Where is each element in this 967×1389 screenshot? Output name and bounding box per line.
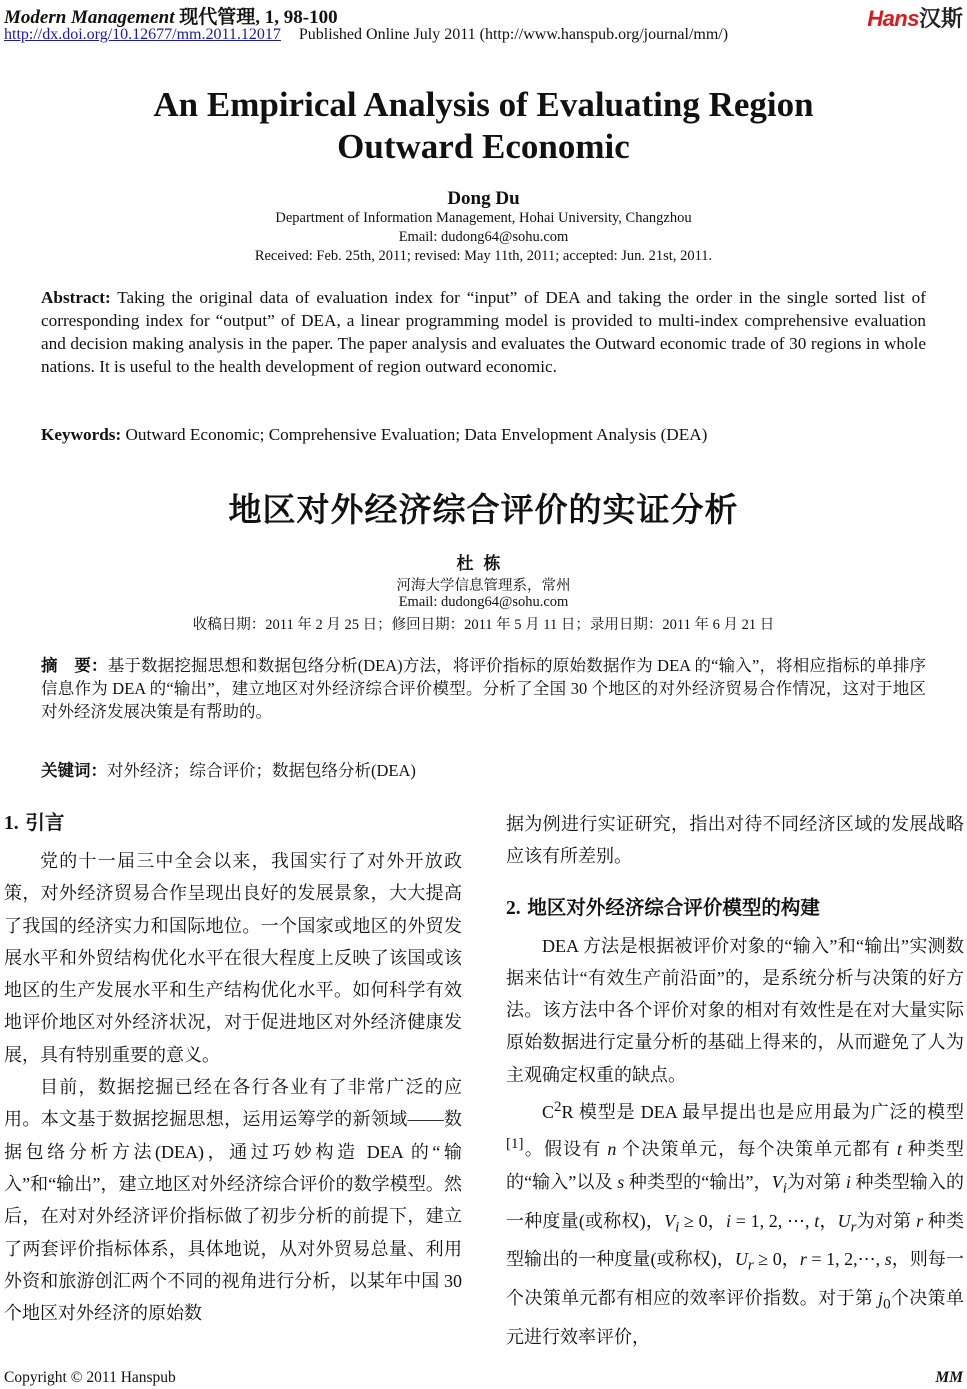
- title-line-1: An Empirical Analysis of Evaluating Region: [153, 85, 814, 124]
- affiliation-cn: 河海大学信息管理系，常州: [396, 578, 571, 594]
- left-column: [4, 808, 462, 1329]
- math-sub: 0: [883, 1296, 891, 1313]
- section-heading-2: [506, 893, 964, 924]
- journal-name-cn: 现代管理, 1, 98-100: [179, 7, 338, 28]
- math-var: j: [878, 1288, 884, 1309]
- math-var: V: [771, 1171, 783, 1192]
- math-var: V: [664, 1210, 676, 1231]
- email-cn: Email: dudong64@sohu.com: [398, 594, 569, 610]
- math-sub: r: [850, 1219, 857, 1236]
- text-run: 模型是 DEA 最早提出也是应用最为广泛的模型: [573, 1102, 964, 1123]
- math-var: i: [845, 1171, 851, 1192]
- text-run: 种类型输出的一种度量(或称权)，: [506, 1210, 965, 1270]
- math-sub: r: [747, 1258, 754, 1275]
- affiliation-en: Department of Information Management, Hohai University, Changzhou: [275, 210, 692, 226]
- section-title: 引言: [25, 811, 65, 834]
- section-number: 1.: [4, 813, 19, 834]
- text-run: R: [561, 1102, 574, 1123]
- logo-text-cn: 汉斯: [918, 6, 963, 31]
- text-run: 种类型的“输入”以及: [506, 1139, 965, 1192]
- text-run: ，则每一个决策单元都有相应的效率评价指数。对于第: [506, 1249, 964, 1309]
- math-var: r: [799, 1249, 807, 1270]
- abstract-label: Abstract:: [41, 288, 111, 307]
- math-var: s: [617, 1171, 625, 1192]
- section-number: 2.: [506, 897, 521, 919]
- keywords-text: Outward Economic; Comprehensive Evaluation; Data Envelopment Analysis (DEA): [121, 425, 708, 444]
- logo-text-en: Hans: [867, 6, 919, 31]
- text-run: 个决策单元，每个决策单元都有: [616, 1139, 897, 1160]
- dates-en: Received: Feb. 25th, 2011; revised: May 11th, 2011; accepted: Jun. 21st, 2011.: [254, 248, 713, 264]
- paragraph: DEA 方法是根据被评价对象的“输入”和“输出”实测数据来估计“有效生产前沿面”的，是系统分析与决策的好方法。该方法中各个评价对象的相对有效性是在对大量实际原始数据进行定量分析的基础上得来的，从而避免了人为主观确定权重的缺点。: [506, 935, 964, 1085]
- text-run: ≥ 0，: [753, 1249, 800, 1270]
- journal-header: [4, 2, 338, 29]
- abstract-text: Taking the original data of evaluation index for “input” of DEA and taking the order in the single sorted list of corresponding index for “output” of DEA, a linear programming model is provided to multi-index comprehensive evaluation and decision making analysis in the paper. The paper analysis and evaluates the Outward economic trade of 30 regions in whole nations. It is useful to the health development of region outward economic.: [41, 288, 926, 376]
- citation-ref[interactable]: [1]: [506, 1136, 524, 1153]
- author-cn: 杜栋: [456, 554, 511, 573]
- paragraph: 目前，数据挖掘已经在各行各业有了非常广泛的应用。本文基于数据挖掘思想，运用运筹学的新领域——数据包络分析方法(DEA)，通过巧妙构造 DEA 的“输入”和“输出”，建立地区对外经济综合评价的数学模型。然后，在对对外经济评价指标做了初步分析的前提下，建立了两套评价指标体系，具体地说，从对外贸易总量、利用外资和旅游创汇两个不同的视角进行分析，以某年中国 30 个地区对外经济的原始数: [4, 1077, 462, 1324]
- text-run: 种类型的“输出”，: [624, 1171, 772, 1192]
- text-run: 为对第: [856, 1210, 917, 1231]
- text-run: 种类型输入的一种度量(或称权)，: [506, 1171, 965, 1231]
- text-run: 个决策单元进行效率评价，: [506, 1288, 964, 1348]
- journal-abbr: MM: [935, 1369, 963, 1386]
- math-var: n: [607, 1139, 617, 1160]
- math-var: t: [896, 1139, 902, 1160]
- paragraph-c2r: [506, 1091, 964, 1353]
- paragraph-continued: 据为例进行实证研究，指出对待不同经济区域的发展战略应该有所差别。: [506, 814, 964, 867]
- paper-title-en: [0, 84, 967, 168]
- doi-link[interactable]: http://dx.doi.org/10.12677/mm.2011.12017: [4, 26, 281, 43]
- math-var: t: [814, 1210, 820, 1231]
- section-heading-1: [4, 808, 462, 839]
- keywords-label: Keywords:: [41, 425, 122, 444]
- abstract-cn-text: 基于数据挖掘思想和数据包络分析(DEA)方法，将评价指标的原始数据作为 DEA 的“输入”，将相应指标的单排序信息作为 DEA 的“输出”，建立地区对外经济综合评价模型。分析了全国 30 个地区的对外经济贸易合作情况，这对于地区对外经济发展决策是有帮助的。: [41, 656, 927, 721]
- text-run: ，: [819, 1210, 838, 1231]
- keywords-cn-label: 关键词：: [41, 761, 107, 780]
- math-var: U: [837, 1210, 851, 1231]
- published-online: Published Online July 2011 (http://www.hanspub.org/journal/mm/): [298, 26, 729, 43]
- text-run: = 1, 2, ⋯,: [731, 1210, 815, 1231]
- math-var: s: [884, 1249, 892, 1270]
- hans-logo: [867, 2, 963, 33]
- keywords-cn: [41, 757, 926, 781]
- doi-line: [4, 26, 728, 44]
- math-sub: i: [782, 1180, 787, 1197]
- text-run: C: [542, 1102, 555, 1123]
- abstract-cn-label: 摘 要：: [41, 656, 108, 675]
- abstract-cn: [41, 654, 926, 723]
- email-en: Email: dudong64@sohu.com: [398, 229, 569, 245]
- keywords-cn-text: 对外经济；综合评价；数据包络分析(DEA): [107, 761, 416, 780]
- copyright: Copyright © 2011 Hanspub: [4, 1369, 176, 1386]
- dates-cn: 收稿日期：2011 年 2 月 25 日；修回日期：2011 年 5 月 11 日；录用日期：2011 年 6 月 21 日: [192, 617, 775, 633]
- math-var: r: [916, 1210, 924, 1231]
- math-sub: i: [675, 1219, 680, 1236]
- paper-title-cn: 地区对外经济综合评价的实证分析: [228, 490, 739, 529]
- math-var: U: [734, 1249, 748, 1270]
- author-en: Dong Du: [447, 188, 520, 209]
- text-run: 为对第: [786, 1171, 846, 1192]
- section-title: 地区对外经济综合评价模型的构建: [527, 895, 820, 919]
- right-column: [506, 808, 964, 1354]
- title-line-2: Outward Economic: [337, 127, 630, 166]
- math-var: i: [726, 1210, 732, 1231]
- paragraph: 党的十一届三中全会以来，我国实行了对外开放政策，对外经济贸易合作呈现出良好的发展景象，大大提高了我国的经济实力和国际地位。一个国家或地区的外贸发展水平和外贸结构优化水平在很大程度上反映了该国或该地区的生产发展水平和生产结构优化水平。如何科学有效地评价地区对外经济状况，对于促进地区对外经济健康发展，具有特别重要的意义。: [4, 851, 462, 1065]
- text-run: 。假设有: [523, 1139, 608, 1160]
- text-run: = 1, 2,⋯,: [806, 1249, 885, 1270]
- journal-name-en: Modern Management: [4, 7, 175, 28]
- keywords-en: [41, 425, 926, 445]
- text-run: ≥ 0，: [679, 1210, 726, 1231]
- abstract-en: [41, 286, 926, 378]
- superscript: 2: [554, 1099, 562, 1116]
